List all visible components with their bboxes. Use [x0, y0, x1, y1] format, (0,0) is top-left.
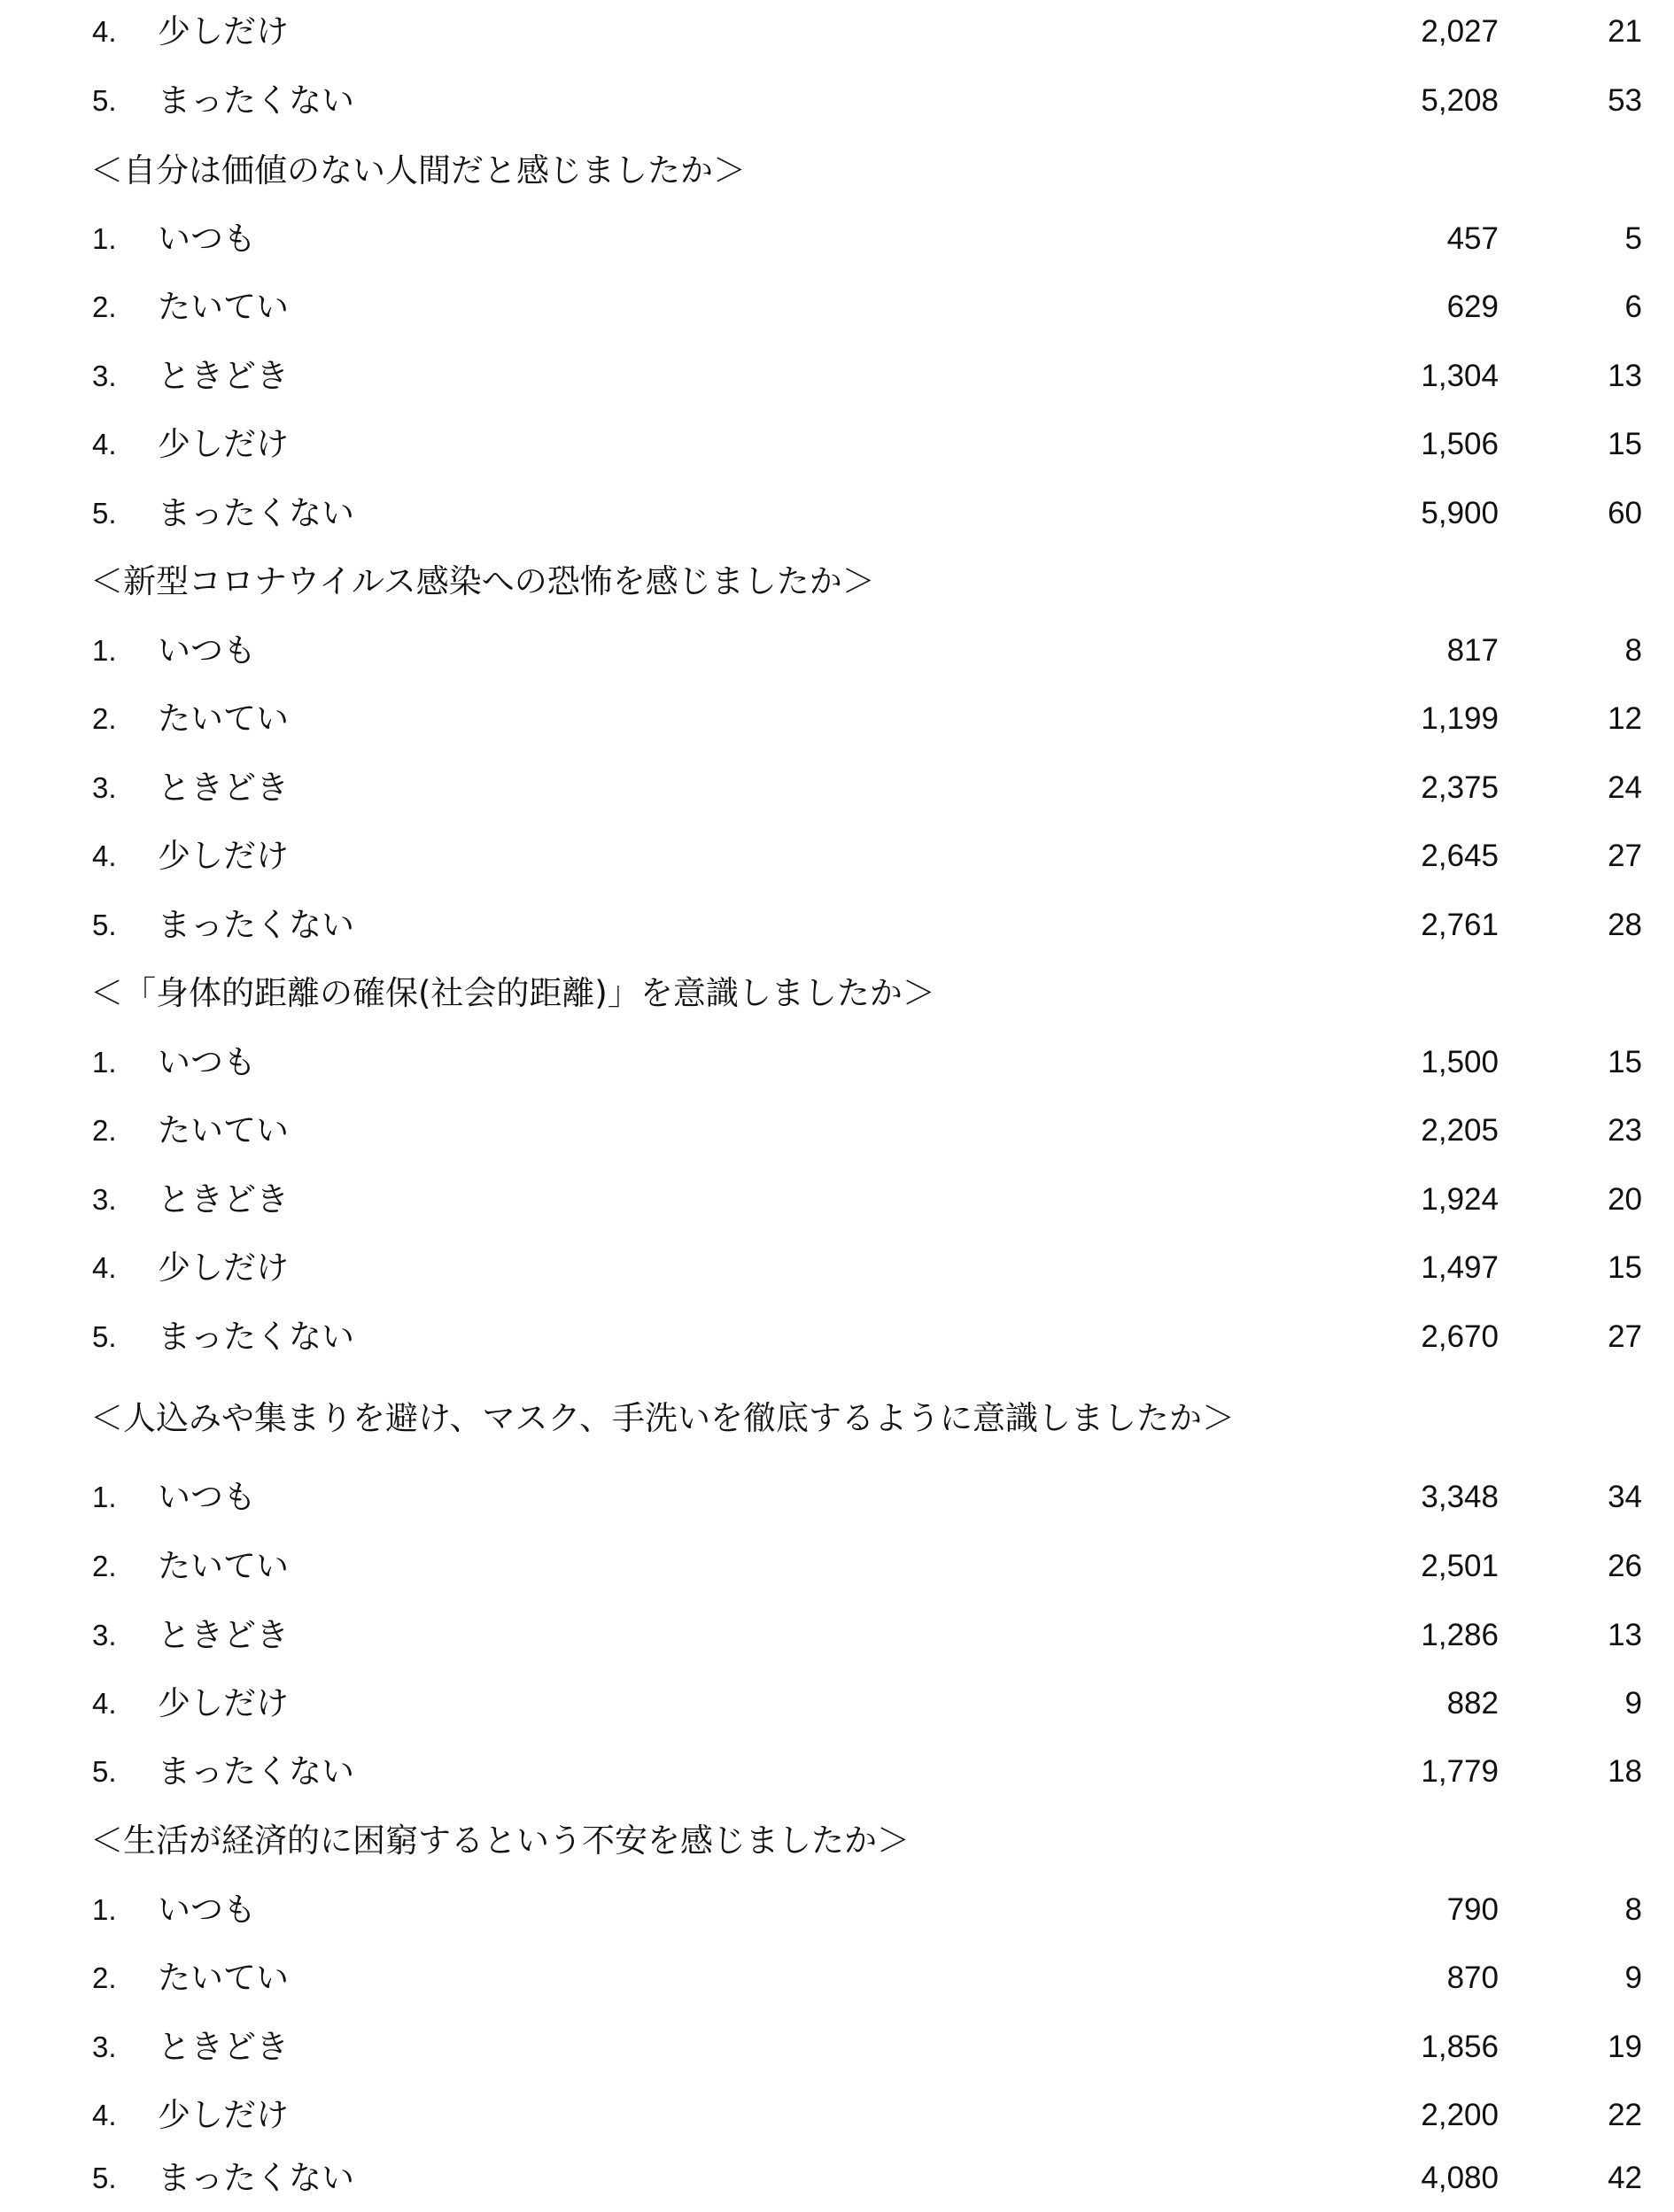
- option-label: ときどき: [158, 357, 289, 395]
- option-number: 1.: [92, 634, 117, 667]
- answer-row: [0, 410, 1674, 478]
- option-label: たいてい: [158, 288, 289, 326]
- option-label: ときどき: [158, 769, 289, 807]
- option-number: 4.: [92, 15, 117, 48]
- option-number: 1.: [92, 1481, 117, 1513]
- question-heading: ＜自分は価値のない人間だと感じましたか＞: [90, 151, 746, 189]
- response-percent: 53: [1608, 83, 1642, 118]
- response-percent: 18: [1608, 1754, 1642, 1789]
- option-label: 少しだけ: [158, 1684, 289, 1722]
- answer-row: [0, 66, 1674, 135]
- response-count: 2,200: [1421, 2098, 1499, 2132]
- option-label: ときどき: [158, 1180, 289, 1218]
- response-percent: 13: [1608, 359, 1642, 393]
- answer-row: [0, 2144, 1674, 2212]
- response-count: 870: [1446, 1961, 1499, 1995]
- response-count: 790: [1446, 1892, 1499, 1927]
- option-number: 5.: [92, 1320, 117, 1353]
- option-label: 少しだけ: [158, 1249, 289, 1287]
- response-percent: 34: [1608, 1480, 1642, 1514]
- response-percent: 27: [1608, 1319, 1642, 1354]
- option-number: 2.: [92, 1114, 117, 1147]
- response-percent: 28: [1608, 908, 1642, 942]
- option-label: まったくない: [158, 81, 354, 120]
- answer-row: [0, 1028, 1674, 1096]
- response-percent: 15: [1608, 1250, 1642, 1285]
- response-count: 5,900: [1421, 496, 1499, 530]
- option-number: 4.: [92, 2099, 117, 2131]
- answer-row: [0, 2081, 1674, 2149]
- response-count: 1,506: [1421, 427, 1499, 461]
- option-label: 少しだけ: [158, 2096, 289, 2134]
- option-number: 5.: [92, 84, 117, 117]
- response-count: 1,304: [1421, 359, 1499, 393]
- answer-row: [0, 273, 1674, 341]
- response-percent: 5: [1624, 221, 1642, 256]
- option-label: まったくない: [158, 494, 354, 532]
- response-count: 629: [1446, 290, 1499, 324]
- answer-row: [0, 205, 1674, 273]
- response-count: 2,670: [1421, 1319, 1499, 1354]
- option-label: たいてい: [158, 1959, 289, 1997]
- option-label: ときどき: [158, 1616, 289, 1654]
- option-number: 2.: [92, 1961, 117, 1994]
- option-number: 4.: [92, 1251, 117, 1284]
- response-count: 2,761: [1421, 908, 1499, 942]
- answer-row: [0, 1234, 1674, 1302]
- response-percent: 13: [1608, 1618, 1642, 1652]
- response-count: 2,645: [1421, 839, 1499, 873]
- option-label: いつも: [158, 1043, 256, 1081]
- option-label: まったくない: [158, 1752, 354, 1790]
- answer-row: [0, 1601, 1674, 1669]
- option-number: 3.: [92, 2030, 117, 2063]
- option-number: 1.: [92, 1893, 117, 1926]
- response-count: 1,500: [1421, 1045, 1499, 1079]
- response-percent: 27: [1608, 839, 1642, 873]
- answer-row: [0, 1463, 1674, 1531]
- question-heading: ＜人込みや集まりを避け、マスク、手洗いを徹底するように意識しましたか＞: [90, 1399, 1236, 1437]
- response-percent: 22: [1608, 2098, 1642, 2132]
- answer-row: [0, 891, 1674, 959]
- answer-row: [0, 0, 1674, 66]
- option-number: 3.: [92, 771, 117, 804]
- answer-row: [0, 1303, 1674, 1371]
- option-number: 4.: [92, 839, 117, 872]
- option-number: 1.: [92, 222, 117, 255]
- response-count: 1,779: [1421, 1754, 1499, 1789]
- answer-row: [0, 616, 1674, 684]
- response-count: 4,080: [1421, 2161, 1499, 2195]
- answer-row: [0, 1669, 1674, 1737]
- response-count: 2,501: [1421, 1549, 1499, 1583]
- response-percent: 15: [1608, 1045, 1642, 1079]
- option-number: 5.: [92, 497, 117, 530]
- response-percent: 23: [1608, 1113, 1642, 1148]
- response-percent: 24: [1608, 770, 1642, 805]
- answer-row: [0, 342, 1674, 410]
- response-count: 2,205: [1421, 1113, 1499, 1148]
- response-count: 817: [1446, 633, 1499, 668]
- option-label: ときどき: [158, 2028, 289, 2066]
- response-count: 5,208: [1421, 83, 1499, 118]
- answer-row: [0, 1165, 1674, 1234]
- question-heading: ＜新型コロナウイルス感染への恐怖を感じましたか＞: [90, 562, 875, 600]
- option-label: たいてい: [158, 700, 289, 738]
- option-number: 2.: [92, 702, 117, 735]
- response-count: 3,348: [1421, 1480, 1499, 1514]
- question-heading: ＜生活が経済的に困窮するという不安を感じましたか＞: [90, 1821, 910, 1860]
- response-percent: 26: [1608, 1549, 1642, 1583]
- option-label: いつも: [158, 631, 256, 669]
- option-number: 3.: [92, 1183, 117, 1216]
- option-label: いつも: [158, 220, 256, 258]
- option-label: たいてい: [158, 1547, 289, 1585]
- answer-row: [0, 1944, 1674, 2012]
- option-number: 3.: [92, 360, 117, 392]
- response-count: 2,027: [1421, 14, 1499, 49]
- response-percent: 9: [1624, 1686, 1642, 1721]
- answer-row: [0, 684, 1674, 753]
- option-label: たいてい: [158, 1111, 289, 1149]
- response-percent: 6: [1624, 290, 1642, 324]
- question-heading: ＜「身体的距離の確保(社会的距離)」を意識しましたか＞: [90, 974, 935, 1012]
- response-count: 882: [1446, 1686, 1499, 1721]
- option-label: いつも: [158, 1891, 256, 1929]
- option-label: 少しだけ: [158, 425, 289, 463]
- option-number: 5.: [92, 2162, 117, 2194]
- option-number: 2.: [92, 290, 117, 323]
- response-count: 457: [1446, 221, 1499, 256]
- answer-row: [0, 822, 1674, 890]
- response-percent: 42: [1608, 2161, 1642, 2195]
- answer-row: [0, 2013, 1674, 2081]
- option-number: 4.: [92, 428, 117, 460]
- response-percent: 21: [1608, 14, 1642, 49]
- option-number: 1.: [92, 1046, 117, 1079]
- response-percent: 20: [1608, 1182, 1642, 1217]
- option-label: 少しだけ: [158, 12, 289, 50]
- response-percent: 15: [1608, 427, 1642, 461]
- response-count: 1,924: [1421, 1182, 1499, 1217]
- response-count: 1,199: [1421, 701, 1499, 736]
- option-label: まったくない: [158, 2159, 354, 2197]
- option-number: 5.: [92, 1755, 117, 1788]
- response-count: 1,286: [1421, 1618, 1499, 1652]
- response-count: 2,375: [1421, 770, 1499, 805]
- answer-row: [0, 1096, 1674, 1164]
- answer-row: [0, 754, 1674, 822]
- answer-row: [0, 479, 1674, 547]
- response-percent: 9: [1624, 1961, 1642, 1995]
- response-count: 1,497: [1421, 1250, 1499, 1285]
- response-percent: 12: [1608, 701, 1642, 736]
- answer-row: [0, 1532, 1674, 1600]
- response-percent: 8: [1624, 1892, 1642, 1927]
- option-label: まったくない: [158, 906, 354, 944]
- option-number: 4.: [92, 1687, 117, 1720]
- answer-row: [0, 1876, 1674, 1944]
- option-label: いつも: [158, 1478, 256, 1516]
- option-label: 少しだけ: [158, 837, 289, 875]
- option-number: 3.: [92, 1619, 117, 1651]
- option-label: まったくない: [158, 1318, 354, 1356]
- option-number: 2.: [92, 1550, 117, 1582]
- response-percent: 60: [1608, 496, 1642, 530]
- response-count: 1,856: [1421, 2030, 1499, 2064]
- answer-row: [0, 1737, 1674, 1806]
- response-percent: 19: [1608, 2030, 1642, 2064]
- response-percent: 8: [1624, 633, 1642, 668]
- option-number: 5.: [92, 909, 117, 941]
